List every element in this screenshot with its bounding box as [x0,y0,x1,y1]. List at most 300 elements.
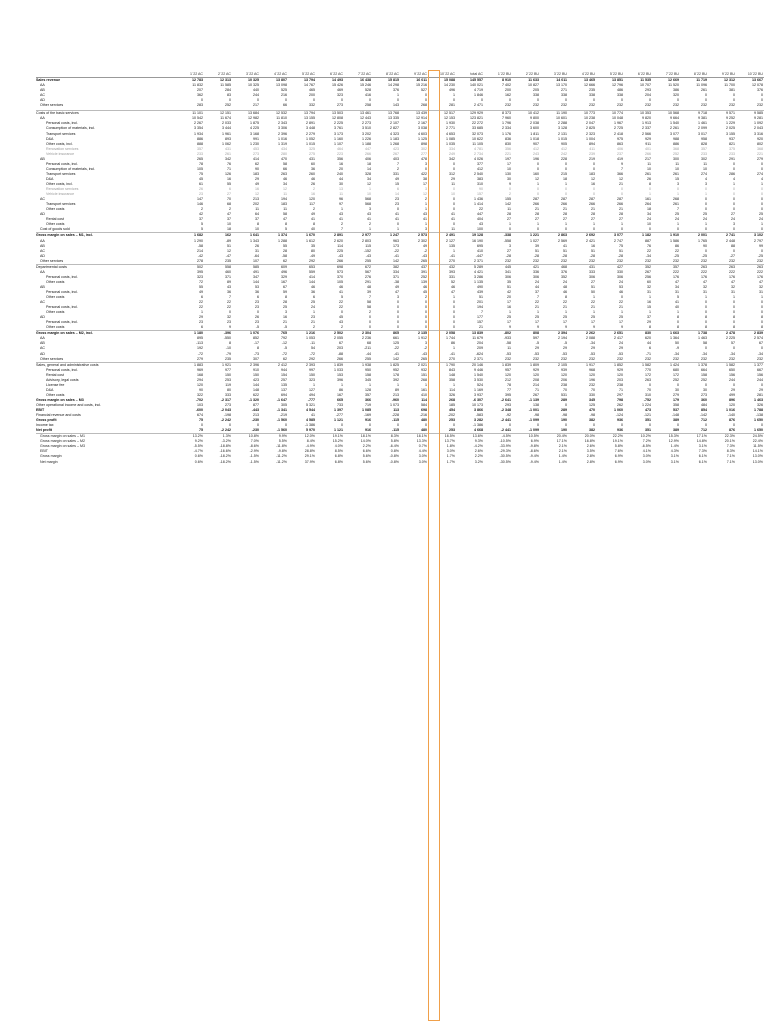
table-cell: 232 [757,103,763,108]
table-cell: 0 [761,382,763,387]
table-cell: 396 [337,377,343,382]
table-cell: 52 [451,279,455,284]
table-cell: 2 323 [586,131,595,136]
table-cell: 168 [197,372,203,377]
table-cell: 525 [281,88,287,93]
table-cell: 1 [677,310,679,315]
table-cell: 1 085 [362,408,371,413]
table-cell: 345 [365,377,371,382]
table-cell: -28 [533,253,539,258]
table-cell: 244 [729,377,735,382]
table-cell: 5.8% [614,444,623,449]
table-cell: 0 [397,305,399,310]
table-cell: 75 [199,428,203,433]
table-cell: 12 153 [444,116,455,121]
table-cell: 929 [645,136,651,141]
table-cell: 7 [537,295,539,300]
table-cell: 0 [397,98,399,103]
table-cell: 2 107 [390,121,399,126]
table-cell: 13 667 [752,78,763,83]
table-cell: 567 [365,269,371,274]
table-cell: 1 216 [288,331,316,337]
table-cell: 0 [733,207,735,212]
table-cell: 3 017 [698,131,707,136]
table-cell: -2 242 [220,428,231,433]
table-cell: 51 [535,248,539,253]
table-cell: 67 [759,341,763,346]
table-cell: 80 [311,248,315,253]
table-cell: 1 [761,181,763,186]
profit-and-loss-table [36,72,764,465]
table-cell: 287 [561,197,567,202]
table-cell: 16 [507,305,511,310]
row-label: AD [40,212,45,217]
table-cell: 0 [201,98,203,103]
table-cell: 8 [285,295,287,300]
row-label: Rental cost [46,372,64,377]
table-cell: -338 [484,233,512,239]
table-cell: 37.9% [304,459,315,464]
table-cell: -41 [449,351,455,356]
table-cell: 1 016 [278,136,287,141]
table-cell: 478 [421,156,427,161]
table-cell: 232 [561,103,567,108]
table-cell: 80 [227,387,231,392]
table-cell: 422 [421,171,427,176]
table-cell: 232 [729,356,735,361]
table-cell: 0 [341,98,343,103]
table-cell: -43 [337,253,343,258]
table-cell: 0 [677,187,679,192]
table-cell: -152 [363,248,371,253]
table-cell: 261 [701,88,707,93]
table-cell: 31 [759,289,763,294]
table-cell: 1 463 [698,336,707,341]
table-cell: 1 [201,310,203,315]
table-cell: 24 [535,279,539,284]
table-cell: 205 [533,88,539,93]
table-cell: 7 [341,227,343,232]
table-cell: 7 960 [502,116,511,121]
table-cell: 2 279 [306,131,315,136]
table-cell: 584 [421,403,427,407]
table-cell: -25 [673,253,679,258]
table-cell: 473 [645,408,651,413]
table-cell: 437 [400,264,428,270]
table-cell: 2 741 [708,233,736,239]
table-cell: 434 [281,146,287,151]
table-cell: 1 [677,192,679,197]
table-cell: 6.1% [698,459,707,464]
table-cell: 0 [397,207,399,212]
table-cell: 35 [507,279,511,284]
table-cell: 13 461 [344,111,372,117]
table-cell: 376 [393,88,399,93]
table-cell: 1 180 [176,331,204,337]
table-cell: 10 [451,192,455,197]
table-cell: -5 [563,341,567,346]
table-cell: 105 [337,279,343,284]
table-cell: 51 [479,295,483,300]
table-cell: 911 [645,141,651,146]
table-cell: 185 [449,403,455,407]
table-cell: 219 [589,156,595,161]
table-cell: 22 [227,300,231,305]
table-cell: 2 [341,222,343,227]
table-cell: 382 [372,264,400,270]
table-cell: 2 225 [334,121,343,126]
table-cell: 29 [535,346,539,351]
table-cell: 47 [227,212,231,217]
table-cell: 4 [761,176,763,181]
table-cell: -43 [421,253,427,258]
table-cell: 1 875 [250,121,259,126]
table-cell: 929 [533,367,539,372]
table-cell: 30 [675,387,679,392]
table-cell: 31 [731,289,735,294]
table-cell: 502 [176,264,204,270]
table-cell: 854 [701,408,707,413]
table-cell: -38 [393,279,399,284]
table-cell: 21 [563,305,567,310]
table-cell: 300 [673,156,679,161]
table-cell: 222 [729,269,735,274]
table-cell: 10 [703,166,707,171]
table-cell: 0 [369,325,371,330]
row-label: AB [40,243,45,248]
table-cell: 10 048 [612,116,623,121]
table-cell: 356 [505,146,511,151]
table-cell: 51 [227,243,231,248]
table-cell: 51 [619,248,623,253]
table-cell: 10 353 [624,111,652,117]
table-cell: 41 [451,217,455,222]
table-cell: 1 930 [446,121,455,126]
table-cell: 0 [677,320,679,325]
table-cell: 12 [255,192,259,197]
table-cell: 357 [365,392,371,397]
table-cell: -0.8% [389,459,399,464]
table-cell: 0 [565,227,567,232]
table-cell: -58 [281,253,287,258]
table-cell: 306 [589,274,595,279]
table-cell: 50 [591,289,595,294]
table-cell: 6 [397,187,399,192]
table-cell: 12 312 [724,78,735,83]
table-cell: 243 [533,151,539,156]
table-cell: 13 439 [400,111,428,117]
row-label: Gross margin on sales – M1, incl. [36,233,176,239]
table-cell: 273 [225,403,231,407]
table-cell: 167 [281,279,287,284]
table-cell: 75 [199,171,203,176]
table-cell: -98 [533,413,539,418]
table-cell: 71 [535,387,539,392]
table-cell: 158 [701,372,707,377]
table-cell: 0 [425,305,427,310]
table-cell: 1 076 [232,331,260,337]
table-cell: 13 851 [612,78,623,83]
table-cell: 371 [225,274,231,279]
table-cell: 0 [565,403,567,407]
table-cell: -34 [645,253,651,258]
table-cell: 160 [533,171,539,176]
table-cell: 887 [645,238,651,243]
table-cell: 70 [647,387,651,392]
table-cell: 13.7% [444,439,455,444]
table-cell: 232 [645,356,651,361]
table-cell: 43 [227,284,231,289]
table-cell: 20 146 [456,362,484,368]
table-cell: -5 [535,341,539,346]
table-cell: 3 168 [250,131,259,136]
table-cell: 42 [507,289,511,294]
table-cell: 76 [647,243,651,248]
table-cell: 997 [309,367,315,372]
table-cell: 28 [563,212,567,217]
table-cell: 0 [649,382,651,387]
table-cell: 0 [453,300,455,305]
table-cell: 8 [649,181,651,186]
table-cell: 3 [285,310,287,315]
table-cell: 1 [593,222,595,227]
table-cell: 1 [705,192,707,197]
table-cell: 90 [255,166,259,171]
table-cell: 10.2% [624,434,652,440]
table-cell: 24 [619,279,623,284]
table-cell: 2 725 [614,126,623,131]
column-header: 9`22 AC [400,72,428,78]
table-cell: -1 001 [528,408,539,413]
table-cell: 0.7% [418,444,427,449]
table-cell: 31 [255,248,259,253]
row-label: Personal costs, incl. [46,367,78,372]
table-cell: 4 544 [306,408,315,413]
table-cell: 16 [591,181,595,186]
table-cell: 1 [453,295,455,300]
table-cell: 13 807 [276,78,287,83]
table-cell: 323 [337,93,343,98]
table-cell: -752 [643,397,651,402]
table-cell: 9 [593,325,595,330]
table-cell: 1 463 [754,397,763,402]
table-cell: 1 176 [502,131,511,136]
row-label: Transport services [46,171,76,176]
table-cell: 0 [397,300,399,305]
table-cell: 21 [619,181,623,186]
table-cell: 4 225 [250,126,259,131]
table-cell: 78 [199,161,203,166]
table-cell: 190 [561,428,567,433]
table-cell: 5 321 [306,403,315,407]
table-cell: 8 [565,295,567,300]
table-cell: 287 [617,197,623,202]
table-cell: 1 [425,207,427,212]
table-cell: 162 [505,93,511,98]
table-cell: 0 [593,98,595,103]
table-cell: 24 [675,217,679,222]
table-cell: 447 [477,212,483,217]
table-cell: 21 [591,305,595,310]
table-cell: 200 [505,88,511,93]
table-cell: 2 827 [390,126,399,131]
table-cell: -25 [757,253,763,258]
table-cell: 32 [703,284,707,289]
table-cell: 1 018 [530,136,539,141]
table-cell: 13 794 [288,111,316,117]
table-cell: 279 [757,156,763,161]
table-cell: 22 [199,305,203,310]
table-cell: -49 [309,253,315,258]
table-cell: -28 [561,253,567,258]
table-cell: 680 [673,367,679,372]
table-cell: 271 [561,88,567,93]
table-cell: 2 [229,207,231,212]
table-cell: -30.5% [499,454,511,459]
table-cell: 0 [453,315,455,320]
table-cell: 9 585 [736,111,764,117]
table-cell: 332 [309,103,315,108]
table-cell: 0 [733,346,735,351]
table-cell: 41 [339,217,343,222]
table-cell: 11 [675,161,679,166]
table-cell: 333 [589,269,595,274]
row-label: AA [40,116,45,121]
table-cell: 99 [759,243,763,248]
table-cell: 83 [227,93,231,98]
table-cell: 1 121 [334,428,343,433]
table-cell: 67 [339,341,343,346]
table-cell: 1 967 [614,121,623,126]
table-cell: -6.5% [641,444,651,449]
table-cell: 0 [201,423,203,428]
column-header: 3`22 BU [540,72,568,78]
table-cell: -4.5% [484,434,512,440]
table-cell: 30 [703,387,707,392]
table-cell: 326 [449,392,455,397]
table-cell: 25 [283,305,287,310]
table-cell: 445 [484,264,512,270]
table-cell: 13 335 [388,116,399,121]
table-cell: 1 [369,382,371,387]
table-cell: 0 [733,202,735,207]
table-cell: 26 [311,181,315,186]
column-header: 6`22 AC [316,72,344,78]
table-cell: 2 569 [558,238,567,243]
table-cell: 1 811 [530,131,539,136]
table-cell: 2 566 [642,131,651,136]
table-cell: 11 101 [176,111,204,117]
table-cell: 2 001 [680,233,708,239]
table-cell: 1 377 [736,362,764,368]
table-cell: 1 [761,295,763,300]
table-cell: 23 [227,320,231,325]
table-cell: 17.1% [556,439,567,444]
table-cell: 107 [253,258,259,263]
table-cell: 16 [591,243,595,248]
table-cell: 1 [733,295,735,300]
table-cell: 140 021 [470,83,483,88]
row-label: Other costs, incl. [46,141,73,146]
table-cell: 216 [281,93,287,98]
table-cell: 326 [757,403,763,407]
table-cell: 1 [593,310,595,315]
table-cell: 76 [227,161,231,166]
table-cell: 43 [367,212,371,217]
table-cell: 9 281 [754,116,763,121]
table-cell: 423 [393,146,399,151]
table-cell: 559 [309,269,315,274]
table-cell: 411 [589,146,595,151]
table-cell: -22 [393,248,399,253]
table-cell: 41 [339,289,343,294]
table-cell: 1 809 [512,362,540,368]
table-cell: 71 [619,387,623,392]
column-header: 10`22 AC [428,72,456,78]
table-cell: 222 [757,269,763,274]
table-cell: 183 [253,171,259,176]
table-cell: 1 053 [306,336,315,341]
table-cell: 19.1% [316,434,344,440]
table-cell: 8.4% [306,439,315,444]
table-cell: 7 [229,295,231,300]
table-cell: 0 [425,310,427,315]
table-cell: -3.2% [221,439,231,444]
column-header: 7`22 BU [652,72,680,78]
table-cell: 4.0% [334,444,343,449]
table-cell: -228 [391,413,399,418]
table-cell: 366 [365,397,371,402]
table-cell: 21 [619,207,623,212]
table-cell: 284 [225,88,231,93]
table-cell: 1 092 [754,121,763,126]
table-cell: 10 325 [248,78,259,83]
table-cell: 1 [537,310,539,315]
table-cell: 352 [561,274,567,279]
table-cell: 34 [367,176,371,181]
table-cell: 5.5% [278,439,287,444]
table-cell: 287 [533,197,539,202]
table-cell: 46 [311,176,315,181]
table-cell: 2 471 [474,103,483,108]
table-cell: 32 [227,315,231,320]
table-cell: 9 [537,325,539,330]
row-label: AB [40,341,45,346]
table-cell: 10.8% [232,434,260,440]
table-cell: 239 [589,151,595,156]
table-cell: 217 [253,103,259,108]
table-cell: 1 825 [372,362,400,368]
table-cell: 23 [311,315,315,320]
table-cell: 135 [281,382,287,387]
table-cell: 9 571 [708,111,736,117]
table-cell: -2 317 [220,397,231,402]
table-cell: 49 [255,181,259,186]
table-cell: 25 [619,315,623,320]
table-cell: 128 [365,387,371,392]
table-cell: 162 [204,233,232,239]
table-cell: 650 [729,367,735,372]
table-cell: 20 [339,166,343,171]
table-cell: 401 [645,146,651,151]
table-cell: 357 [197,146,203,151]
table-cell: 15 426 [332,83,343,88]
table-cell: 1 [509,222,511,227]
table-cell: 19 128 [456,233,484,239]
table-cell: 6.9% [614,454,623,459]
table-cell: 267 [393,151,399,156]
table-cell: 16 190 [472,238,483,243]
